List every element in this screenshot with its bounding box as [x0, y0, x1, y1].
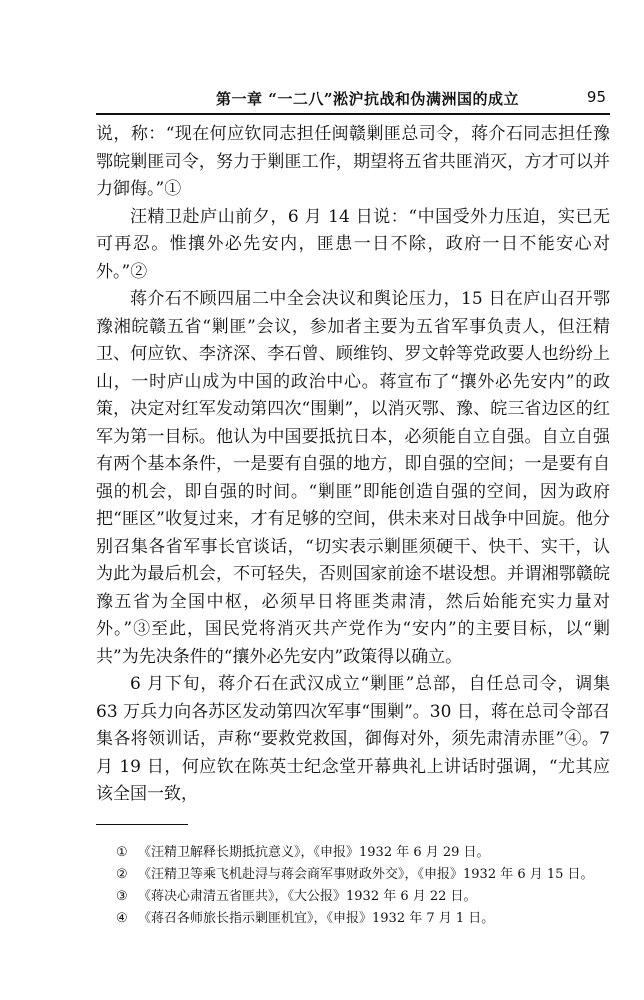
paragraph: 蒋介石不顾四届二中全会决议和舆论压力，15 日在庐山召开鄂豫湘皖赣五省“剿匪”会议，参加者主要为五省军事负责人，但汪精卫、何应钦、李济深、李石曾、顾维钧、罗文幹等党政要人也纷纷上山，一时庐山成为中国的政治中心。蒋宣布了“攘外必先安内”的政策，决定对红军发动第四次“围剿”，以消灭鄂、豫、皖三省边区的红军为第一目标。他认为中国要抵抗日本，必须能自立自强。自立自强有两个基本条件，一是要有自强的地方，即自强的空间；一是要有自强的机会，即自强的时间。“剿匪”即能创造自强的空间，因为政府把“匪区”收复过来，才有足够的空间，供未来对日战争中回旋。他分别召集各省军事长官谈话，“切实表示剿匪须硬干、快干、实干，认为此为最后机会，不可轻失，否则国家前途不堪设想。并谓湘鄂赣皖豫五省为全国中枢，必须早日将匪类肃清，然后始能充实力量对外。”③至此，国民党将消灭共产党作为“安内”的主要目标，以“剿共”为先决条件的“攘外必先安内”政策得以确立。 [96, 289, 610, 667]
footnote [116, 908, 610, 930]
paragraph: 6 月下旬，蒋介石在武汉成立“剿匪”总部，自任总司令，调集 63 万兵力向各苏区发动第四次军事“围剿”。30 日，蒋在总司令部召集各将领训话，声称“要救党救国，御侮对外，须先肃清赤匪”④。7 月 19 日，何应钦在陈英士纪念堂开幕典礼上讲话时强调，“尤其应该全国一致， [96, 674, 610, 804]
header-rule [96, 113, 610, 115]
footnote [116, 886, 610, 908]
footnote-text: 《汪精卫等乘飞机赴浔与蒋会商军事财政外交》，《申报》1932 年 6 月 15 日。 [138, 867, 594, 882]
footnote-rule [96, 824, 188, 825]
footnote-text: 《汪精卫解释长期抵抗意义》，《申报》1932 年 6 月 29 日。 [138, 845, 490, 860]
footnote [116, 864, 610, 886]
body-text [96, 121, 610, 809]
chapter-title: 第一章 “一二八”淞沪抗战和伪满洲国的成立 [216, 90, 519, 108]
footnote-text: 《蒋决心肃清五省匪共》，《大公报》1932 年 6 月 22 日。 [138, 889, 477, 904]
page-number: 95 [586, 88, 606, 106]
footnotes [116, 842, 610, 930]
footnote-mark: ④ [116, 911, 128, 926]
footnote-mark: ② [116, 867, 128, 882]
running-header [96, 88, 610, 110]
footnote-text: 《蒋召各师旅长指示剿匪机宜》，《申报》1932 年 7 月 1 日。 [138, 911, 495, 926]
footnote-mark: ① [116, 845, 128, 860]
paragraph: 汪精卫赴庐山前夕，6 月 14 日说：“中国受外力压迫，实已无可再忍。惟攘外必先安内，匪患一日不除，政府一日不能安心对外。”② [96, 206, 610, 282]
footnote [116, 842, 610, 864]
footnote-mark: ③ [116, 889, 128, 904]
paragraph: 说，称：“现在何应钦同志担任闽赣剿匪总司令，蒋介石同志担任豫鄂皖剿匪司令，努力于剿匪工作，期望将五省共匪消灭，方才可以并力御侮。”① [96, 124, 610, 199]
